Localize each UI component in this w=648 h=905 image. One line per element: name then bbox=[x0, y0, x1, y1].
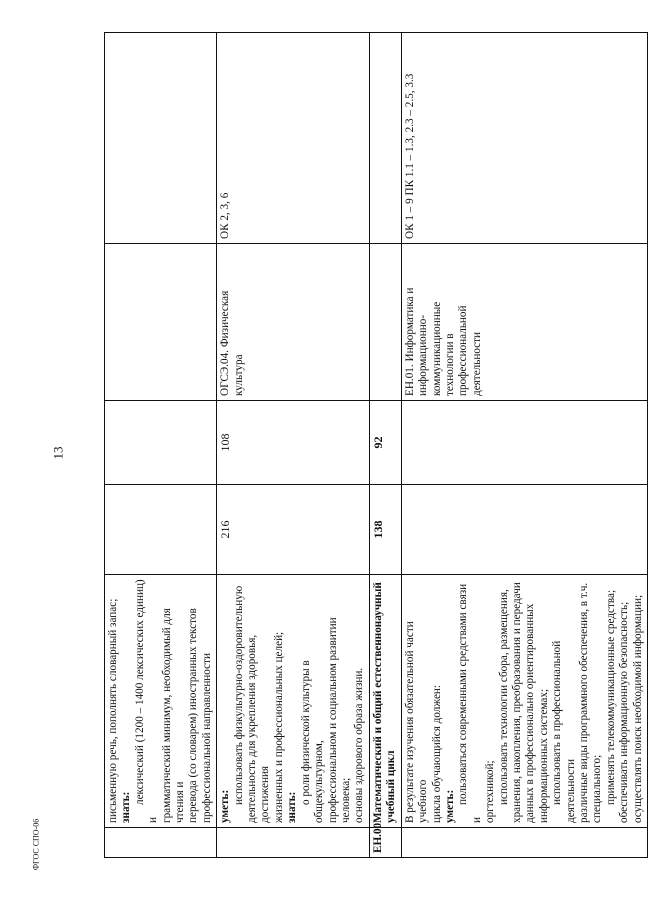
curriculum-table bbox=[104, 32, 648, 858]
table-row bbox=[369, 33, 401, 858]
row-code bbox=[217, 828, 369, 858]
content-line: знать: bbox=[120, 791, 133, 823]
table-row bbox=[217, 33, 369, 858]
discipline-cell bbox=[369, 244, 401, 401]
content-line: профессиональной направленности bbox=[200, 652, 213, 823]
competences-cell bbox=[369, 33, 401, 244]
row-content bbox=[401, 575, 647, 828]
class-hours-cell: 92 bbox=[369, 401, 401, 485]
content-line: оргтехникой; bbox=[484, 760, 497, 823]
curriculum-table-container bbox=[104, 33, 644, 858]
max-hours-cell bbox=[105, 485, 217, 575]
content-line: лексический (1200 – 1400 лексических единиц) и bbox=[133, 579, 160, 823]
competences-cell: ОК 2, 3, 6 bbox=[217, 33, 369, 244]
content-line: уметь: bbox=[219, 789, 232, 823]
row-content bbox=[105, 575, 217, 828]
content-line: грамматический минимум, необходимый для чтения и bbox=[160, 608, 187, 823]
class-hours-cell bbox=[401, 401, 647, 485]
content-line: учебный цикл bbox=[385, 750, 398, 823]
table-row bbox=[105, 33, 217, 858]
content-line: специального; bbox=[591, 754, 604, 823]
content-line: обеспечивать информационную безопасность; bbox=[618, 601, 631, 823]
content-line: письменную речь, пополнять словарный запас; bbox=[107, 598, 119, 823]
content-line: В результате изучения обязательной части учебного bbox=[403, 621, 430, 823]
content-line: различные виды программного обеспечения, в т.ч. bbox=[578, 582, 590, 823]
content-line: осуществлять поиск необходимой информации; bbox=[631, 594, 644, 823]
content-line: жизненных и профессиональных целей; bbox=[272, 631, 285, 823]
content-line: использовать в профессиональной деятельности bbox=[551, 640, 577, 823]
content-line: Математический и общий естественнонаучный bbox=[371, 582, 384, 823]
footer-code: ФГОС СПО-06 bbox=[31, 818, 41, 871]
content-line: данных в профессионально ориентированных bbox=[524, 603, 537, 823]
content-line: использовать физкультурно-оздоровительную bbox=[232, 585, 245, 805]
max-hours-cell: 216 bbox=[217, 485, 369, 575]
content-line: пользоваться современными средствами связи и bbox=[457, 583, 483, 823]
discipline-cell: ОГСЭ.04. Физическая культура bbox=[217, 244, 369, 401]
max-hours-cell: 138 bbox=[369, 485, 401, 575]
content-line: цикла обучающийся должен: bbox=[430, 684, 443, 823]
content-line: знать: bbox=[286, 791, 299, 823]
discipline-cell bbox=[105, 244, 217, 401]
content-line: хранения, накопления, преобразования и передачи bbox=[510, 582, 523, 823]
content-line: перевода (со словарем) иностранных текстов bbox=[187, 608, 200, 823]
page-number: 13 bbox=[50, 446, 66, 460]
content-line: использовать технологии сбора, размещения, bbox=[497, 589, 510, 805]
competences-cell: ОК 1 – 9 ПК 1.1 – 1.3, 2.3 – 2.5, 3.3 bbox=[401, 33, 647, 244]
class-hours-cell: 108 bbox=[217, 401, 369, 485]
row-code bbox=[105, 828, 217, 858]
content-line: о роли физической культуры в общекультурном, bbox=[299, 660, 326, 823]
table-row bbox=[401, 33, 647, 858]
content-line: деятельность для укрепления здоровья, достижения bbox=[246, 634, 272, 823]
row-content bbox=[369, 575, 401, 828]
row-code: ЕН.00 bbox=[369, 828, 401, 858]
competences-cell bbox=[105, 33, 217, 244]
row-content bbox=[217, 575, 369, 828]
discipline-cell: ЕН.01. Информатика и информационно-коммуникационные технологии в профессиональной деятельности bbox=[401, 244, 647, 401]
content-line: профессиональном и социальном развитии человека; bbox=[326, 617, 352, 823]
class-hours-cell bbox=[105, 401, 217, 485]
row-code bbox=[401, 828, 647, 858]
content-line: информационных системах; bbox=[537, 688, 550, 823]
content-line: основы здорового образа жизни. bbox=[353, 667, 366, 823]
content-line: применять телекоммуникационные средства; bbox=[604, 589, 617, 805]
content-line: уметь: bbox=[443, 789, 456, 823]
max-hours-cell bbox=[401, 485, 647, 575]
